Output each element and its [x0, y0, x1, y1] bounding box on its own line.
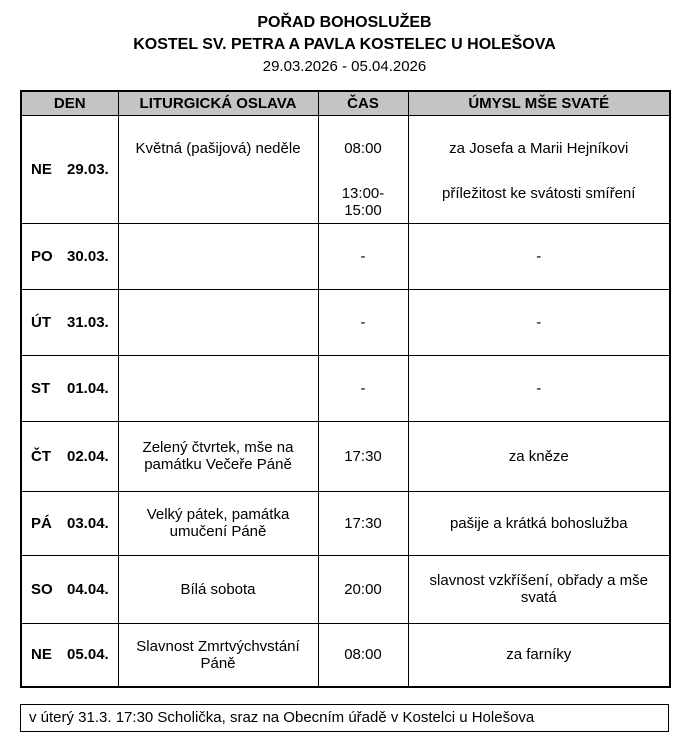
day-cell — [21, 555, 118, 623]
intention-entry: za Josefa a Marii Hejníkovi — [449, 139, 629, 157]
celebration-cell — [118, 355, 318, 421]
col-header-den: DEN — [21, 91, 118, 115]
intention-cell: pašije a krátká bohoslužba — [408, 491, 670, 555]
intention-cell: za kněze — [408, 421, 670, 491]
document-header — [20, 12, 669, 78]
intention-entry: příležitost ke svátosti smíření — [442, 184, 636, 202]
day-abbr: ČT — [31, 447, 51, 465]
time-cell: 08:00 — [318, 623, 408, 687]
table-row-st-0104 — [21, 355, 670, 421]
celebration-text: Květná (pašijová) neděle — [135, 139, 301, 157]
intention-cell — [408, 115, 670, 223]
church-name: KOSTEL SV. PETRA A PAVLA KOSTELEC U HOLEŠOVA — [133, 36, 556, 53]
col-header-umysl: ÚMYSL MŠE SVATÉ — [408, 91, 670, 115]
day-abbr: PÁ — [31, 514, 52, 532]
intention-cell: - — [408, 355, 670, 421]
table-row-ne-0504 — [21, 623, 670, 687]
footer-note: v úterý 31.3. 17:30 Scholička, sraz na Obecním úřadě v Kostelci u Holešova — [20, 704, 669, 732]
intention-cell: - — [408, 223, 670, 289]
col-header-cas: ČAS — [318, 91, 408, 115]
time-cell: 17:30 — [318, 421, 408, 491]
day-date: 30.03. — [67, 247, 109, 265]
time-entry: 13:00-15:00 — [341, 184, 385, 219]
celebration-cell — [118, 223, 318, 289]
day-date: 02.04. — [67, 447, 109, 465]
day-cell — [21, 289, 118, 355]
time-entry: 08:00 — [344, 139, 382, 157]
schedule-table — [20, 90, 671, 688]
day-cell — [21, 421, 118, 491]
celebration-cell: Slavnost Zmrtvýchvstání Páně — [118, 623, 318, 687]
time-cell: 17:30 — [318, 491, 408, 555]
intention-cell: za farníky — [408, 623, 670, 687]
day-abbr: PO — [31, 247, 53, 265]
table-row-pa-0304 — [21, 491, 670, 555]
day-cell — [21, 623, 118, 687]
day-date: 29.03. — [67, 160, 109, 178]
celebration-cell: Zelený čtvrtek, mše na památku Večeře Páně — [118, 421, 318, 491]
intention-cell: slavnost vzkříšení, obřady a mše svatá — [408, 555, 670, 623]
day-cell — [21, 115, 118, 223]
day-abbr: NE — [31, 160, 52, 178]
table-row-ne-2903 — [21, 115, 670, 223]
intention-cell: - — [408, 289, 670, 355]
celebration-cell — [118, 115, 318, 223]
day-abbr: SO — [31, 580, 53, 598]
day-date: 01.04. — [67, 379, 109, 397]
celebration-cell: Bílá sobota — [118, 555, 318, 623]
time-cell: - — [318, 289, 408, 355]
day-cell — [21, 491, 118, 555]
day-abbr: ÚT — [31, 313, 51, 331]
time-cell: - — [318, 223, 408, 289]
day-cell — [21, 223, 118, 289]
day-abbr: ST — [31, 379, 51, 397]
time-cell: - — [318, 355, 408, 421]
document-title: POŘAD BOHOSLUŽEB — [257, 14, 432, 31]
celebration-cell: Velký pátek, památka umučení Páně — [118, 491, 318, 555]
col-header-liturgicka-oslava: LITURGICKÁ OSLAVA — [118, 91, 318, 115]
day-cell — [21, 355, 118, 421]
celebration-cell — [118, 289, 318, 355]
day-date: 05.04. — [67, 646, 109, 664]
table-row-ut-3103 — [21, 289, 670, 355]
time-cell — [318, 115, 408, 223]
time-cell: 20:00 — [318, 555, 408, 623]
table-header-row — [21, 91, 670, 115]
date-range: 29.03.2026 - 05.04.2026 — [262, 58, 427, 75]
day-date: 04.04. — [67, 580, 109, 598]
table-row-po-3003 — [21, 223, 670, 289]
day-date: 03.04. — [67, 514, 109, 532]
table-row-so-0404 — [21, 555, 670, 623]
day-abbr: NE — [31, 646, 52, 664]
table-row-ct-0204 — [21, 421, 670, 491]
day-date: 31.03. — [67, 313, 109, 331]
